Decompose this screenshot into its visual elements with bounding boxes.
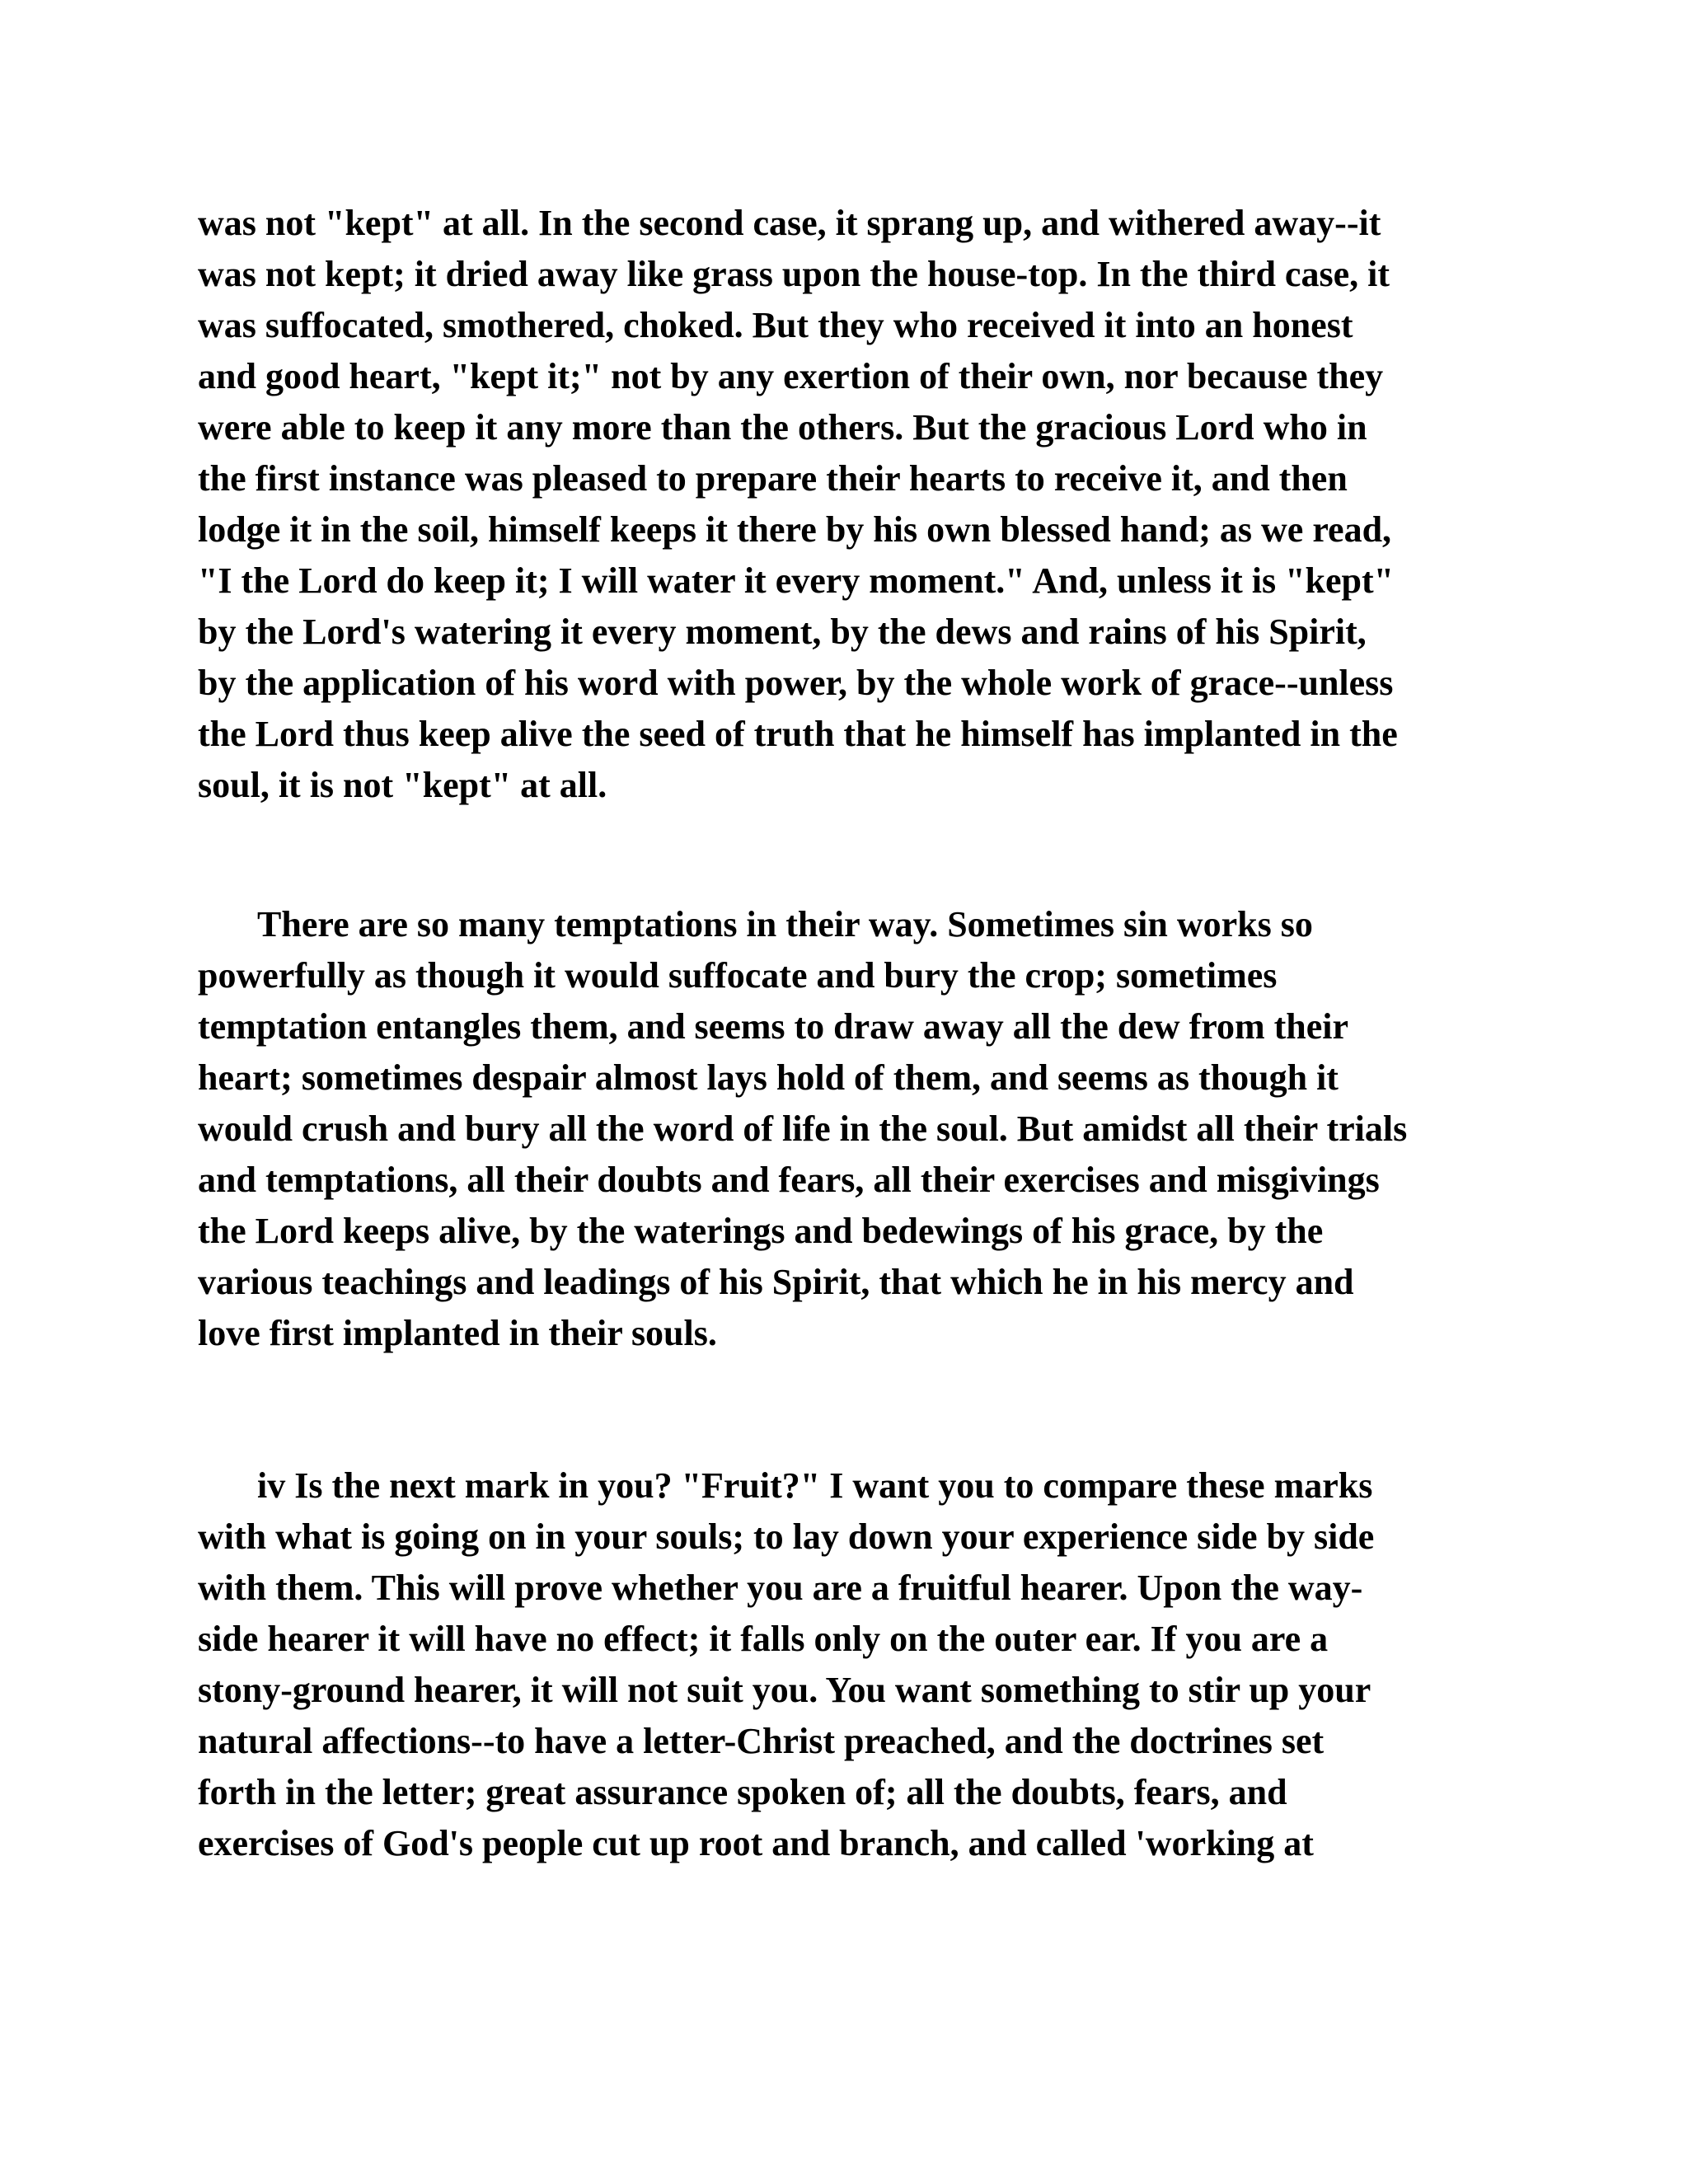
text-line: side hearer it will have no effect; it falls only on the outer ear. If you are a — [198, 1619, 1329, 1659]
text-line: There are so many temptations in their way. Sometimes sin works so — [257, 904, 1313, 944]
text-line: was not "kept" at all. In the second case, it sprang up, and withered away--it — [198, 203, 1381, 243]
text-line: and good heart, "kept it;" not by any exertion of their own, nor because they — [198, 356, 1384, 396]
text-line: natural affections--to have a letter-Christ preached, and the doctrines set — [198, 1721, 1325, 1761]
text-line: and temptations, all their doubts and fears, all their exercises and misgivings — [198, 1160, 1380, 1200]
text-line: stony-ground hearer, it will not suit you. You want something to stir up your — [198, 1670, 1372, 1710]
text-line: iv Is the next mark in you? "Fruit?" I want you to compare these marks — [257, 1465, 1373, 1506]
text-line: various teachings and leadings of his Spirit, that which he in his mercy and — [198, 1262, 1354, 1302]
text-line: forth in the letter; great assurance spoken of; all the doubts, fears, and — [198, 1772, 1287, 1812]
text-line: exercises of God's people cut up root and branch, and called 'working at — [198, 1823, 1314, 1863]
paragraph-3 — [198, 1460, 1517, 1869]
paragraph-2 — [198, 899, 1517, 1359]
text-line: the Lord keeps alive, by the waterings and bedewings of his grace, by the — [198, 1211, 1324, 1251]
text-line: by the Lord's watering it every moment, by the dews and rains of his Spirit, — [198, 612, 1367, 652]
text-line: "I the Lord do keep it; I will water it every moment." And, unless it is "kept" — [198, 560, 1395, 601]
text-line: love first implanted in their souls. — [198, 1313, 717, 1353]
text-line: was not kept; it dried away like grass upon the house-top. In the third case, it — [198, 254, 1390, 294]
text-line: the first instance was pleased to prepare their hearts to receive it, and then — [198, 458, 1348, 499]
text-line: the Lord thus keep alive the seed of truth that he himself has implanted in the — [198, 714, 1398, 754]
text-line: was suffocated, smothered, choked. But they who received it into an honest — [198, 305, 1353, 345]
text-line: soul, it is not "kept" at all. — [198, 765, 607, 805]
text-line: were able to keep it any more than the others. But the gracious Lord who in — [198, 407, 1367, 448]
text-line: with them. This will prove whether you are a fruitful hearer. Upon the way- — [198, 1568, 1363, 1608]
text-line: powerfully as though it would suffocate and bury the crop; sometimes — [198, 955, 1278, 996]
text-line: temptation entangles them, and seems to draw away all the dew from their — [198, 1006, 1349, 1047]
text-line: by the application of his word with power, by the whole work of grace--unless — [198, 663, 1394, 703]
text-line: with what is going on in your souls; to lay down your experience side by side — [198, 1516, 1375, 1557]
paragraph-1 — [198, 198, 1517, 811]
text-line: would crush and bury all the word of life in the soul. But amidst all their trials — [198, 1108, 1408, 1149]
text-line: lodge it in the soil, himself keeps it there by his own blessed hand; as we read, — [198, 509, 1392, 550]
text-line: heart; sometimes despair almost lays hold of them, and seems as though it — [198, 1057, 1339, 1098]
